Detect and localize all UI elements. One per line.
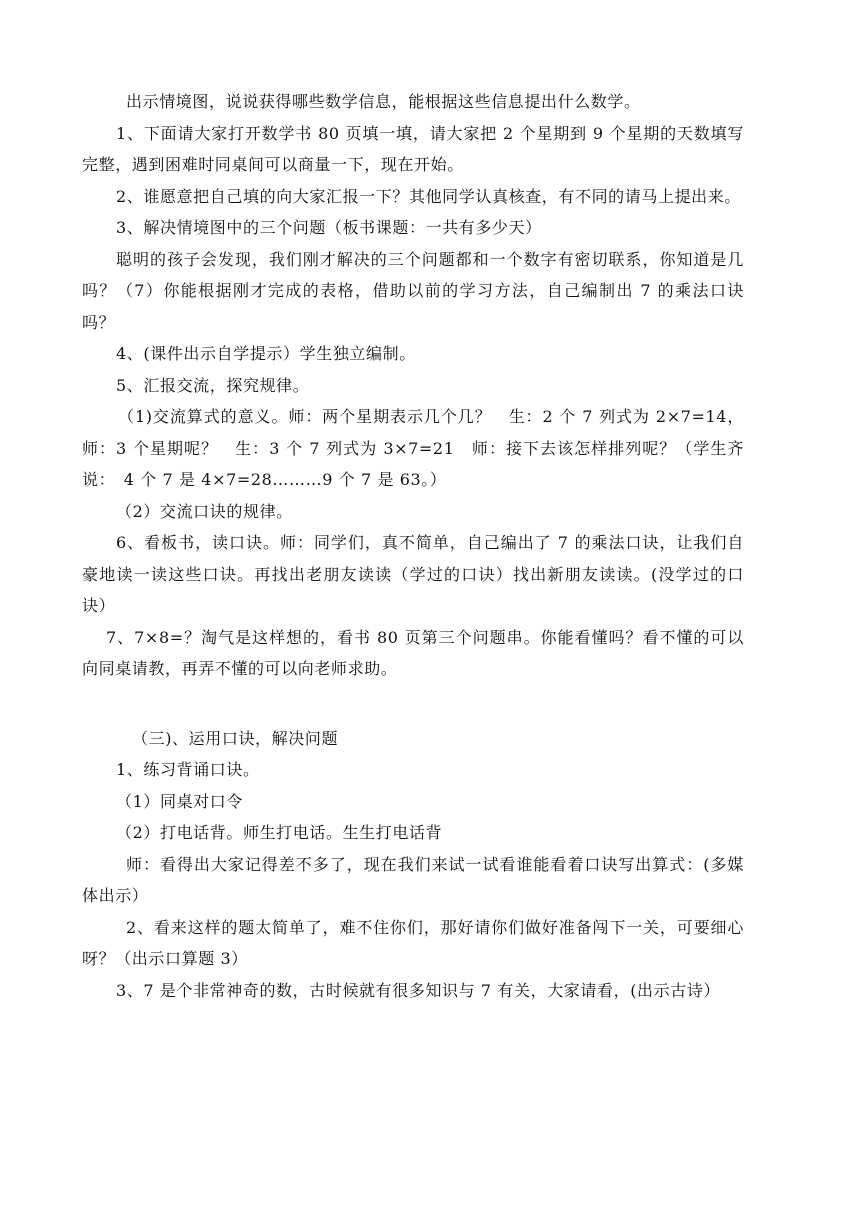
paragraph-practice-1-2: （2）打电话背。师生打电话。生生打电话背 <box>116 823 443 842</box>
paragraph-step-2: 2、谁愿意把自己填的向大家汇报一下？其他同学认真核查，有不同的请马上提出来。 <box>116 186 741 206</box>
paragraph-practice-3: 3、7 是个非常神奇的数，古时候就有很多知识与 7 有关，大家请看，(出示古诗） <box>116 980 721 1000</box>
paragraph-step-3: 3、解决情境图中的三个问题（板书课题：一共有多少天） <box>116 218 542 237</box>
paragraph-step-4: 4、(课件出示自学提示）学生独立编制。 <box>116 344 416 363</box>
paragraph-teacher-prompt: 师：看得出大家记得差不多了，现在我们来试一试看谁能看着口诀写出算式：(多媒体出示） <box>82 854 744 905</box>
paragraph-practice-2: 2、看来这样的题太简单了，难不住你们，那好请你们做好准备闯下一关，可要细心呀？（出示口算题 3） <box>82 917 744 968</box>
paragraph-number-seven: 聪明的孩子会发现，我们刚才解决的三个问题都和一个数字有密切联系，你知道是几吗？（7）你能根据刚才完成的表格，借助以前的学习方法，自己编制出 7 的乘法口诀吗？ <box>82 249 744 332</box>
paragraph-step-6: 6、看板书，读口诀。师：同学们，真不简单，自己编出了 7 的乘法口诀，让我们自豪地读一读这些口诀。再找出老朋友读读（学过的口诀）找出新朋友读读。(没学过的口诀） <box>82 533 744 615</box>
paragraph-practice-1: 1、练习背诵口诀。 <box>116 760 260 779</box>
paragraph-situation-intro: 出示情境图，说说获得哪些数学信息，能根据这些信息提出什么数学。 <box>126 92 641 111</box>
paragraph-step-5-1: （1)交流算式的意义。师：两个星期表示几个几？ 生：2 个 7 列式为 2×7=14，师：3 个星期呢？ 生：3 个 7 列式为 3×7=21 师：接下去该怎样排列呢？（学生齐说： 4 个 7 是 4×7=28………9 个 7 是 63。） <box>82 407 744 489</box>
paragraph-practice-1-1: （1）同桌对口令 <box>116 791 243 811</box>
blank-line <box>82 685 744 723</box>
section-heading-apply: （三)、运用口诀，解决问题 <box>132 728 339 748</box>
paragraph-step-5: 5、汇报交流，探究规律。 <box>116 375 310 395</box>
paragraph-step-1: 1、下面请大家打开数学书 80 页填一填，请大家把 2 个星期到 9 个星期的天数填写完整，遇到困难时同桌间可以商量一下，现在开始。 <box>82 123 744 174</box>
paragraph-step-7: 7、7×8=？淘气是这样想的，看书 80 页第三个问题串。你能看懂吗？看不懂的可以向同桌请教，再弄不懂的可以向老师求助。 <box>82 627 744 678</box>
document-body <box>82 86 744 1006</box>
paragraph-step-5-2: （2）交流口诀的规律。 <box>116 501 293 521</box>
